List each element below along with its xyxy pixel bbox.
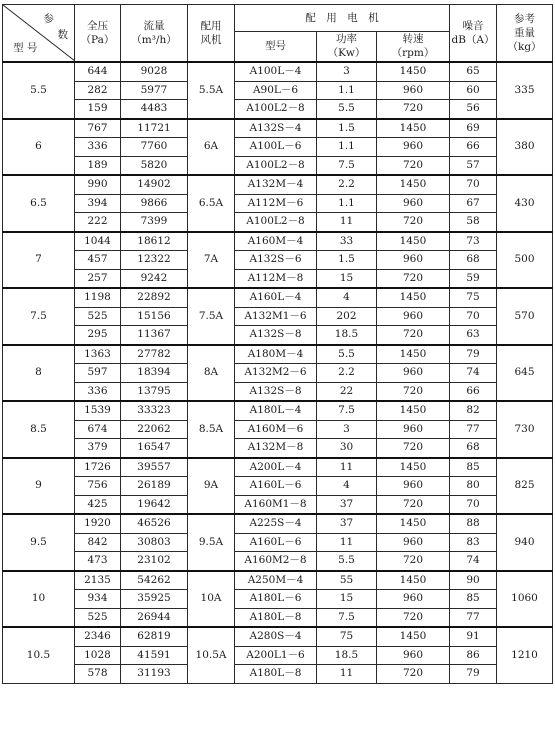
- noise-cell: 77: [450, 608, 497, 627]
- table-header: [3, 5, 553, 63]
- speed-cell: 1450: [377, 401, 450, 420]
- fan-spec-table-container: [2, 4, 552, 684]
- noise-cell: 65: [450, 62, 497, 81]
- flow-cell: 23102: [121, 552, 188, 571]
- pressure-cell: 525: [75, 307, 121, 326]
- table-row: [3, 665, 553, 684]
- motor-model-cell: A180M－4: [235, 345, 317, 364]
- speed-cell: 720: [377, 269, 450, 288]
- flow-cell: 11367: [121, 326, 188, 345]
- table-row: [3, 81, 553, 100]
- weight-cell: 940: [497, 514, 553, 571]
- weight-cell: 430: [497, 175, 553, 232]
- table-row: [3, 590, 553, 609]
- table-row: [3, 138, 553, 157]
- speed-cell: 960: [377, 646, 450, 665]
- power-cell: 55: [317, 571, 377, 590]
- motor-model-cell: A132M－8: [235, 439, 317, 458]
- pressure-cell: 295: [75, 326, 121, 345]
- motor-model-cell: A200L－4: [235, 458, 317, 477]
- motor-model-cell: A112M－8: [235, 269, 317, 288]
- pressure-cell: 990: [75, 175, 121, 194]
- flow-cell: 30803: [121, 533, 188, 552]
- motor-model-cell: A160M1－8: [235, 495, 317, 514]
- power-cell: 5.5: [317, 100, 377, 119]
- power-cell: 18.5: [317, 646, 377, 665]
- power-cell: 37: [317, 514, 377, 533]
- pressure-cell: 1028: [75, 646, 121, 665]
- speed-cell: 960: [377, 420, 450, 439]
- speed-header: 转速 （rpm）: [377, 31, 450, 62]
- flow-cell: 4483: [121, 100, 188, 119]
- flow-header: 流量 （m³/h）: [121, 5, 188, 63]
- table-row: [3, 458, 553, 477]
- table-row: [3, 100, 553, 119]
- fan-header: 配用 风机: [188, 5, 235, 63]
- flow-cell: 62819: [121, 627, 188, 646]
- weight-cell: 1060: [497, 571, 553, 628]
- flow-cell: 46526: [121, 514, 188, 533]
- noise-cell: 58: [450, 213, 497, 232]
- motor-model-header: 型号: [235, 31, 317, 62]
- fan-cell: 5.5A: [188, 62, 235, 119]
- table-row: [3, 401, 553, 420]
- motor-model-cell: A100L2－8: [235, 100, 317, 119]
- speed-cell: 1450: [377, 288, 450, 307]
- flow-cell: 5820: [121, 156, 188, 175]
- pressure-cell: 282: [75, 81, 121, 100]
- power-cell: 18.5: [317, 326, 377, 345]
- motor-model-cell: A132M－4: [235, 175, 317, 194]
- table-row: [3, 62, 553, 81]
- flow-cell: 9866: [121, 194, 188, 213]
- speed-cell: 1450: [377, 232, 450, 251]
- noise-cell: 85: [450, 458, 497, 477]
- flow-cell: 18394: [121, 364, 188, 383]
- noise-cell: 70: [450, 307, 497, 326]
- fan-cell: 6.5A: [188, 175, 235, 232]
- pressure-cell: 578: [75, 665, 121, 684]
- table-row: [3, 382, 553, 401]
- speed-cell: 1450: [377, 62, 450, 81]
- motor-model-cell: A160L－6: [235, 533, 317, 552]
- noise-cell: 74: [450, 364, 497, 383]
- noise-cell: 79: [450, 665, 497, 684]
- noise-cell: 66: [450, 382, 497, 401]
- motor-model-cell: A132M2－6: [235, 364, 317, 383]
- table-row: [3, 571, 553, 590]
- flow-cell: 11721: [121, 119, 188, 138]
- flow-cell: 26944: [121, 608, 188, 627]
- noise-cell: 56: [450, 100, 497, 119]
- noise-cell: 75: [450, 288, 497, 307]
- pressure-cell: 425: [75, 495, 121, 514]
- weight-cell: 825: [497, 458, 553, 515]
- power-cell: 11: [317, 458, 377, 477]
- power-cell: 33: [317, 232, 377, 251]
- table-row: [3, 608, 553, 627]
- power-cell: 1.1: [317, 138, 377, 157]
- flow-cell: 18612: [121, 232, 188, 251]
- noise-cell: 91: [450, 627, 497, 646]
- pressure-cell: 644: [75, 62, 121, 81]
- power-header: 功率 （Kw）: [317, 31, 377, 62]
- speed-cell: 960: [377, 194, 450, 213]
- pressure-cell: 597: [75, 364, 121, 383]
- power-cell: 15: [317, 590, 377, 609]
- diagonal-corner-header: [3, 5, 75, 63]
- noise-cell: 68: [450, 439, 497, 458]
- weight-cell: 380: [497, 119, 553, 176]
- noise-cell: 86: [450, 646, 497, 665]
- power-cell: 1.1: [317, 194, 377, 213]
- noise-cell: 70: [450, 495, 497, 514]
- motor-model-cell: A160L－4: [235, 288, 317, 307]
- pressure-cell: 394: [75, 194, 121, 213]
- model-cell: 7.5: [3, 288, 75, 345]
- model-cell: 5.5: [3, 62, 75, 119]
- flow-cell: 22062: [121, 420, 188, 439]
- pressure-cell: 2135: [75, 571, 121, 590]
- power-cell: 7.5: [317, 608, 377, 627]
- motor-model-cell: A132S－8: [235, 382, 317, 401]
- pressure-cell: 257: [75, 269, 121, 288]
- motor-model-cell: A160M－6: [235, 420, 317, 439]
- power-cell: 2.2: [317, 175, 377, 194]
- pressure-cell: 1044: [75, 232, 121, 251]
- power-cell: 202: [317, 307, 377, 326]
- pressure-cell: 457: [75, 251, 121, 270]
- speed-cell: 720: [377, 100, 450, 119]
- power-cell: 3: [317, 62, 377, 81]
- speed-cell: 960: [377, 364, 450, 383]
- table-row: [3, 119, 553, 138]
- flow-cell: 27782: [121, 345, 188, 364]
- table-row: [3, 288, 553, 307]
- table-row: [3, 439, 553, 458]
- speed-cell: 960: [377, 251, 450, 270]
- speed-cell: 720: [377, 382, 450, 401]
- motor-model-cell: A132S－4: [235, 119, 317, 138]
- pressure-cell: 336: [75, 382, 121, 401]
- flow-cell: 15156: [121, 307, 188, 326]
- corner-label-top-b: 数: [57, 29, 68, 41]
- pressure-cell: 756: [75, 477, 121, 496]
- table-row: [3, 156, 553, 175]
- power-cell: 5.5: [317, 552, 377, 571]
- fan-cell: 9.5A: [188, 514, 235, 571]
- power-cell: 7.5: [317, 401, 377, 420]
- motor-model-cell: A90L－6: [235, 81, 317, 100]
- power-cell: 4: [317, 288, 377, 307]
- pressure-cell: 674: [75, 420, 121, 439]
- motor-model-cell: A225S－4: [235, 514, 317, 533]
- speed-cell: 960: [377, 138, 450, 157]
- speed-cell: 960: [377, 590, 450, 609]
- table-row: [3, 364, 553, 383]
- power-cell: 5.5: [317, 345, 377, 364]
- noise-cell: 70: [450, 175, 497, 194]
- model-cell: 7: [3, 232, 75, 289]
- table-row: [3, 326, 553, 345]
- weight-header: 参考 重量 （kg）: [497, 5, 553, 63]
- fan-cell: 10.5A: [188, 627, 235, 683]
- pressure-cell: 222: [75, 213, 121, 232]
- flow-cell: 26189: [121, 477, 188, 496]
- motor-group-header: 配 用 电 机: [235, 5, 450, 32]
- table-row: [3, 627, 553, 646]
- flow-cell: 9028: [121, 62, 188, 81]
- weight-cell: 570: [497, 288, 553, 345]
- motor-model-cell: A250M－4: [235, 571, 317, 590]
- power-cell: 2.2: [317, 364, 377, 383]
- speed-cell: 1450: [377, 571, 450, 590]
- motor-model-cell: A200L1－6: [235, 646, 317, 665]
- table-row: [3, 533, 553, 552]
- table-row: [3, 251, 553, 270]
- motor-model-cell: A132S－8: [235, 326, 317, 345]
- speed-cell: 720: [377, 495, 450, 514]
- noise-cell: 59: [450, 269, 497, 288]
- noise-cell: 66: [450, 138, 497, 157]
- pressure-cell: 336: [75, 138, 121, 157]
- speed-cell: 960: [377, 533, 450, 552]
- flow-cell: 13795: [121, 382, 188, 401]
- model-cell: 6.5: [3, 175, 75, 232]
- pressure-cell: 2346: [75, 627, 121, 646]
- model-cell: 9.5: [3, 514, 75, 571]
- noise-cell: 63: [450, 326, 497, 345]
- pressure-cell: 1198: [75, 288, 121, 307]
- table-row: [3, 495, 553, 514]
- fan-cell: 7.5A: [188, 288, 235, 345]
- speed-cell: 1450: [377, 175, 450, 194]
- table-row: [3, 477, 553, 496]
- table-row: [3, 646, 553, 665]
- noise-cell: 79: [450, 345, 497, 364]
- motor-model-cell: A180L－8: [235, 665, 317, 684]
- power-cell: 1.5: [317, 119, 377, 138]
- noise-cell: 88: [450, 514, 497, 533]
- noise-cell: 80: [450, 477, 497, 496]
- flow-cell: 19642: [121, 495, 188, 514]
- noise-cell: 90: [450, 571, 497, 590]
- flow-cell: 16547: [121, 439, 188, 458]
- fan-cell: 10A: [188, 571, 235, 628]
- speed-cell: 1450: [377, 514, 450, 533]
- table-row: [3, 345, 553, 364]
- pressure-cell: 159: [75, 100, 121, 119]
- table-body: [3, 62, 553, 683]
- noise-header: 噪音 dB（A）: [450, 5, 497, 63]
- power-cell: 1.5: [317, 251, 377, 270]
- motor-model-cell: A100L2－8: [235, 213, 317, 232]
- speed-cell: 720: [377, 439, 450, 458]
- weight-cell: 730: [497, 401, 553, 458]
- noise-cell: 67: [450, 194, 497, 213]
- noise-cell: 82: [450, 401, 497, 420]
- weight-cell: 645: [497, 345, 553, 402]
- pressure-cell: 1726: [75, 458, 121, 477]
- motor-model-cell: A100L－4: [235, 62, 317, 81]
- noise-cell: 85: [450, 590, 497, 609]
- pressure-cell: 473: [75, 552, 121, 571]
- power-cell: 11: [317, 213, 377, 232]
- motor-model-cell: A132M1－6: [235, 307, 317, 326]
- motor-model-cell: A280S－4: [235, 627, 317, 646]
- speed-cell: 1450: [377, 345, 450, 364]
- speed-cell: 960: [377, 81, 450, 100]
- table-row: [3, 307, 553, 326]
- model-cell: 9: [3, 458, 75, 515]
- noise-cell: 73: [450, 232, 497, 251]
- corner-label-bottom: 型 号: [13, 42, 38, 54]
- flow-cell: 41591: [121, 646, 188, 665]
- flow-cell: 31193: [121, 665, 188, 684]
- flow-cell: 54262: [121, 571, 188, 590]
- pressure-cell: 842: [75, 533, 121, 552]
- fan-cell: 9A: [188, 458, 235, 515]
- power-cell: 75: [317, 627, 377, 646]
- speed-cell: 1450: [377, 458, 450, 477]
- weight-cell: 500: [497, 232, 553, 289]
- motor-model-cell: A132S－6: [235, 251, 317, 270]
- pressure-cell: 1539: [75, 401, 121, 420]
- table-row: [3, 194, 553, 213]
- fan-cell: 8A: [188, 345, 235, 402]
- speed-cell: 720: [377, 326, 450, 345]
- model-cell: 6: [3, 119, 75, 176]
- noise-cell: 74: [450, 552, 497, 571]
- weight-cell: 1210: [497, 627, 553, 683]
- power-cell: 7.5: [317, 156, 377, 175]
- motor-model-cell: A112M－6: [235, 194, 317, 213]
- motor-model-cell: A160M－4: [235, 232, 317, 251]
- motor-model-cell: A180L－6: [235, 590, 317, 609]
- table-row: [3, 420, 553, 439]
- pressure-cell: 379: [75, 439, 121, 458]
- model-cell: 8: [3, 345, 75, 402]
- pressure-header: 全压 （Pa）: [75, 5, 121, 63]
- pressure-cell: 189: [75, 156, 121, 175]
- table-row: [3, 269, 553, 288]
- flow-cell: 9242: [121, 269, 188, 288]
- speed-cell: 1450: [377, 119, 450, 138]
- speed-cell: 720: [377, 665, 450, 684]
- speed-cell: 720: [377, 213, 450, 232]
- flow-cell: 7399: [121, 213, 188, 232]
- motor-model-cell: A160L－6: [235, 477, 317, 496]
- table-row: [3, 552, 553, 571]
- speed-cell: 960: [377, 307, 450, 326]
- flow-cell: 33323: [121, 401, 188, 420]
- model-cell: 10: [3, 571, 75, 628]
- speed-cell: 720: [377, 552, 450, 571]
- power-cell: 3: [317, 420, 377, 439]
- motor-model-cell: A180L－8: [235, 608, 317, 627]
- motor-model-cell: A100L2－8: [235, 156, 317, 175]
- motor-model-cell: A160M2－8: [235, 552, 317, 571]
- flow-cell: 5977: [121, 81, 188, 100]
- power-cell: 11: [317, 665, 377, 684]
- pressure-cell: 1363: [75, 345, 121, 364]
- power-cell: 11: [317, 533, 377, 552]
- flow-cell: 22892: [121, 288, 188, 307]
- noise-cell: 69: [450, 119, 497, 138]
- noise-cell: 77: [450, 420, 497, 439]
- pressure-cell: 767: [75, 119, 121, 138]
- table-row: [3, 175, 553, 194]
- motor-model-cell: A100L－6: [235, 138, 317, 157]
- flow-cell: 7760: [121, 138, 188, 157]
- power-cell: 15: [317, 269, 377, 288]
- fan-spec-table: [2, 4, 553, 684]
- power-cell: 4: [317, 477, 377, 496]
- weight-cell: 335: [497, 62, 553, 119]
- flow-cell: 14902: [121, 175, 188, 194]
- flow-cell: 12322: [121, 251, 188, 270]
- pressure-cell: 525: [75, 608, 121, 627]
- noise-cell: 83: [450, 533, 497, 552]
- table-row: [3, 232, 553, 251]
- power-cell: 30: [317, 439, 377, 458]
- corner-label-top-a: 参: [43, 13, 54, 25]
- fan-cell: 8.5A: [188, 401, 235, 458]
- flow-cell: 39557: [121, 458, 188, 477]
- speed-cell: 720: [377, 608, 450, 627]
- table-row: [3, 213, 553, 232]
- speed-cell: 960: [377, 477, 450, 496]
- model-cell: 8.5: [3, 401, 75, 458]
- noise-cell: 68: [450, 251, 497, 270]
- motor-model-cell: A180L－4: [235, 401, 317, 420]
- noise-cell: 60: [450, 81, 497, 100]
- power-cell: 22: [317, 382, 377, 401]
- pressure-cell: 934: [75, 590, 121, 609]
- model-cell: 10.5: [3, 627, 75, 683]
- speed-cell: 1450: [377, 627, 450, 646]
- flow-cell: 35925: [121, 590, 188, 609]
- table-row: [3, 514, 553, 533]
- pressure-cell: 1920: [75, 514, 121, 533]
- fan-cell: 7A: [188, 232, 235, 289]
- noise-cell: 57: [450, 156, 497, 175]
- power-cell: 37: [317, 495, 377, 514]
- power-cell: 1.1: [317, 81, 377, 100]
- fan-cell: 6A: [188, 119, 235, 176]
- speed-cell: 720: [377, 156, 450, 175]
